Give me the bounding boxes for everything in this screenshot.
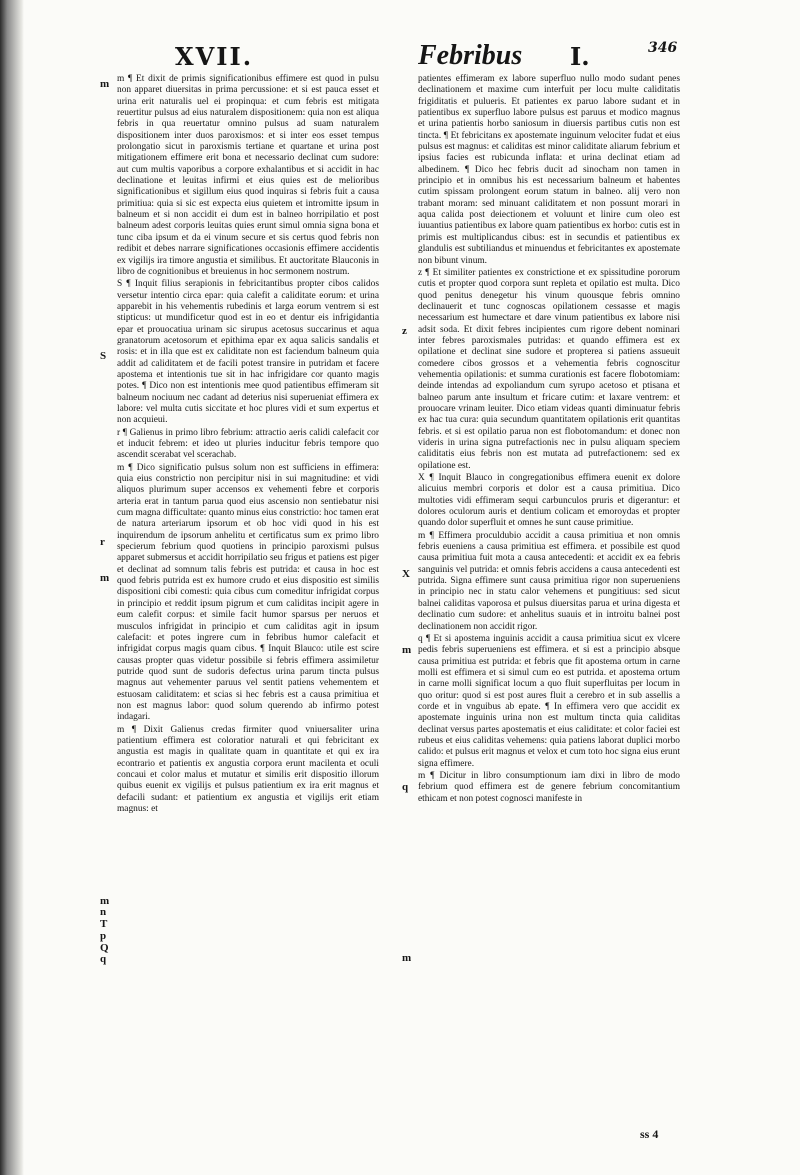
margin-letter: p bbox=[100, 930, 107, 942]
paragraph: m ¶ Et dixit de primis significationibus effimere est quod in pulsu non apparet diuersitas in prima percussione: et si est pauca esset et urina erit naturalis uel ei propinqua: et cum febris est mitigata reuertitur pulsus ad eius naturalem dispositionem: quia non est aliqua febris in qua reuertatur omnino pulsus ad suam naturalem dispositionem inter duos paroxismos: et si inter eos esset tempus prolongatio sicut in paroxismis tertiane et quartane et urina post mitigationem effimere erit bona et necessario declinat cum sudore: aut cum multis vaporibus a corpore exhalantibus et si accidit in hac declinatione et leuitas infirmi et eius quies est de melioribus significationibus et sigillum eius quod inquiras si febris fuit a causa primitiua: quia si sic est expecta eius quietem et intromitte ipsum in balneum et si non accidit ei dum est in balneo horripilatio et post balneum adest corporis leuitas quies erunt simul omnia signa bona et tunc ciba ipsum et da ei vinum secure et sis certus quod febris non redibit et debes narrare significationes occasionis effimere accidentis ex vigilijs ira timore angustia et similibus. Et auctoritate Blauconis in libro de cognitionibus et breuienus in hoc sermonem nostrum. bbox=[117, 74, 379, 277]
margin-letter: m bbox=[100, 78, 110, 90]
left-column bbox=[117, 74, 379, 816]
paragraph: r ¶ Galienus in primo libro febrium: attractio aeris calidi calefacit cor et inducit febrem: et ideo ut pluries inducitur febris tempore quo ascendit scerabat vel scerachab. bbox=[117, 427, 379, 461]
header-book-number: XVII. bbox=[175, 42, 254, 71]
margin-letter: n bbox=[100, 906, 107, 918]
paragraph: z ¶ Et similiter patientes ex constrictione et ex spissitudine pororum cutis et propter quod corpora sunt repleta et opilatio est multa. Dico quod penitus denegetur his vinum quousque febris omnino declinauerit et tunc cognoscas opilationem cessasse et magis necessarium est humectare et dare vinum patientibus ex labore nisi adsit soda. Et dixit febres incipientes cum rigore debent nominari inter febres paroxismales putridas: et quando effimera est ex opilatione et declinat sine sudore et propterea si patiens assueuit comedere cibos grossos et a vehementia febris cognoscitur vehementia opilationis: et summa curationis est facere flobotomiam: deinde intendas ad expoliandum cum syrupo acetoso et ptisana et balneo parum ante insultum et fricare cutim: et laxare ventrem: et prouocare vrinam leuiter. Dico etiam videas quanti diminuatur febris ex hac tua cura: quia secundum quantitatem opilationis erit quantitas febris. et si est opilatio parua non est flobotomandum: et donec non videris in urina signa putrefactionis nec in pulsu aliquam speciem caliditatis eius febris non est mutata ad putrefactionem: sed ex opilatione est. bbox=[418, 267, 680, 471]
margin-letter: Q bbox=[100, 942, 109, 954]
margin-letter: r bbox=[100, 536, 105, 548]
header-title: Febribus bbox=[418, 40, 523, 71]
paragraph: S ¶ Inquit filius serapionis in febricitantibus propter cibos calidos versetur intentio circa epar: quia calefit a caliditate eorum: et urina apparebit in his vehementis rubedinis et larga eorum ventrem si est stipticus: ut mundificetur quod est in eo et dentur eis infrigidantia epar et prouocatiua urinam sic sirupus acetosus succarinus et aqua granatorum acetosorum et epithima epar ex aqua salicis sandalis et rosis: et in illa que est ex caliditate non est faciendum balneum quia addit ad caliditatem et de facili potest transire in putridam et facere apostema et intentionis tue sit in hac infrigidare cor quanto magis potes. ¶ Dico non est intentionis mee quod patientibus effimeram sit balneum nociuum nec cadant ad deterius nisi superueniat effimera ex labore: vel multa cutis siccitate et hoc plures vidi et sum expertus et non acquieui. bbox=[117, 279, 379, 426]
paragraph: m ¶ Dico significatio pulsus solum non est sufficiens in effimera: quia eius constrictio non percipitur nisi in sui magnitudine: et vidi aliquos plurimum super accensos ex vehementi febre et corporis arteria erat in tantum parua quod eius ascensio non sentiebatur nisi cum magna difficultate: quanto minus eius constrictio: hoc tamen erat de natura arteriarum ipsorum et ob hoc vidi quod in his est inquirendum de ipsorum anhelitu et certificatus sum ex primo libro specierum febrium quod quotiens in principio paroxismi pulsus apparet submersus et accidit horripilatio seu frigus et patiens est piger et declinat ad somnum talis febris est putrida: et causa in hoc est quod febris putrida est ex humore crudo et eius dispositio est similis dispositioni cibi comesti: quia cibus cum comeditur infrigidat corpus in principio et reddit ipsum pigrum et cum caliditas incipit agere in eum calefit corpus: et simile facit humor sparsus per neruos et musculos infrigidat in principio et cum caliditas agit in ipsum calefacit: et potes ingrere cum in febribus humor calefacit et infrigidat corpus magis quam cibus. ¶ Inquit Blauco: utile est scire causas propter quas videtur possibile si febris effimera assimiletur putride quod sunt de sudoris defectus urina parum tincta pulsus magnus aut vehementer paruus vel sentit patiens vehementem et estuosam caliditatem: et scias si hec febris est a causa primitiua et non est magnus labor: quod solum querendo ab infirmo potest indagari. bbox=[117, 462, 379, 723]
paragraph: m ¶ Dicitur in libro consumptionum iam dixi in libro de modo febrium quod effimera est de genere febrium concomitantium ethicam et non potest cognosci manifeste in bbox=[418, 770, 680, 804]
margin-letter: q bbox=[100, 953, 107, 965]
folio-number: 346 bbox=[648, 40, 678, 56]
paragraph: patientes effimeram ex labore superfluo nullo modo sudant penes declinationem et maxime cum interfuit per locu multe caliditatis frigiditatis et pulueris. Et patientes ex paruo labore sudant et in patientibus ex superfluo labore pulsus est paruus et modico magnus et urina patientis horbo saniosum in diuersis partibus cutis non est tincta. ¶ Et febricitans ex apostemate inguinum velociter fudat et eius pulsus est magnus: et caliditas est minor caliditate aliarum febrium et ipsius facies est rubicunda inflata: et urina declinat etiam ad albedinem. ¶ Dico hec febris ducit ad sinocham non tamen in principio et in omnibus his est necessarium balneum et habentes cutim spissam prolongent eorum statum in balneo. alij vero non trabant moram: sed minuant caliditatem et non possunt morari in aqua calida post deiectionem et voluunt et linire cum oleo est iuuantius patientibus ex labore quam patientibus ex horbo: cutis est in primis est multiplicandus cibus: est in secundis et patientibus ex glandulis est subtiliandus et minuendus et febricitantes ex apostemate non bibunt vinum. bbox=[418, 74, 680, 266]
margin-letter: m bbox=[402, 952, 412, 964]
margin-letter: z bbox=[402, 325, 407, 337]
signature-mark: ss 4 bbox=[640, 1127, 659, 1141]
paragraph: m ¶ Effimera proculdubio accidit a causa primitiua et non omnis febris eueniens a causa primitiua est effimera. et possibile est quod causa primitiua fuit mota a causa antecedenti: et accidit ex ea febris sanguinis vel putrida: et omnis febris accidens a causa antecedenti est putrida. Signa effimere sunt causa primitiua rigor non superueniens in principio nec in statu calor vehemens et pungitiuus: sed sicut balnei caliditas vaporosa et pulsus diuersitas parua et urina digesta et declinatio cum sudore: et anhelitus suauis et in introitu balnei post declinationem non accidit rigor. bbox=[418, 530, 680, 632]
margin-letter: S bbox=[100, 350, 107, 362]
paragraph: X ¶ Inquit Blauco in congregationibus effimera euenit ex dolore alicuius membri corporis et dolor est a causa primitiua. Dico multoties vidi effimeram sequi carbunculos pruris et digerantur: et dolores oculorum auris et dentium colicam et emoroydas et propter quando dolor superfluit et omnes he sunt cause primitiue. bbox=[418, 473, 680, 529]
paragraph: q ¶ Et si apostema inguinis accidit a causa primitiua sicut ex vlcere pedis febris superueniens est effimera. et si est a principio absque causa primitiua est putrida: et febris que fit apostema ortum in carne molli est effimera et si simul cum eo est putrida. et apostema ortum in carne molli significat locum a quo fluit superfluitas per locum in quo oritur: quod si est post aures fluit a cerebro et in sub assellis a corde et in vnguibus ab epate. ¶ In effimera vero que accidit ex apostemate inguinis urina non est multum tincta quia caliditas declinat versus partes apostematis et eius caliditate: et color faciei est rubeus et eius caliditas vehemens: quia patiens laborat duplici morbo calido: et pulsus erit magnus et velox et cum toto hoc signa eius erunt signa effimere. bbox=[418, 633, 680, 769]
margin-letter: m bbox=[402, 644, 412, 656]
margin-letter: T bbox=[100, 918, 108, 930]
header-chapter: I. bbox=[570, 42, 590, 71]
scan-edge bbox=[0, 0, 24, 1175]
margin-letter: q bbox=[402, 781, 409, 793]
margin-letter: X bbox=[402, 568, 410, 580]
margin-letter: m bbox=[100, 572, 110, 584]
paragraph: m ¶ Dixit Galienus credas firmiter quod vniuersaliter urina patientium effimera est coloratior naturali et qui febricitant ex angustia est magis in qualitate quam in quantitate et qui ex ira econtrario et patientis ex angustia corpora erunt macilenta et oculi concaui et color malus et mutatur et similis erit dispositio illorum quibus euenit ex vigilijs et pulsus patientium ex ira erit magnus et defacili sudant: et patientium ex angustia et vigilijs erit etiam magnus: et bbox=[117, 724, 379, 814]
margin-letter: m bbox=[100, 895, 110, 907]
right-column bbox=[418, 74, 680, 806]
